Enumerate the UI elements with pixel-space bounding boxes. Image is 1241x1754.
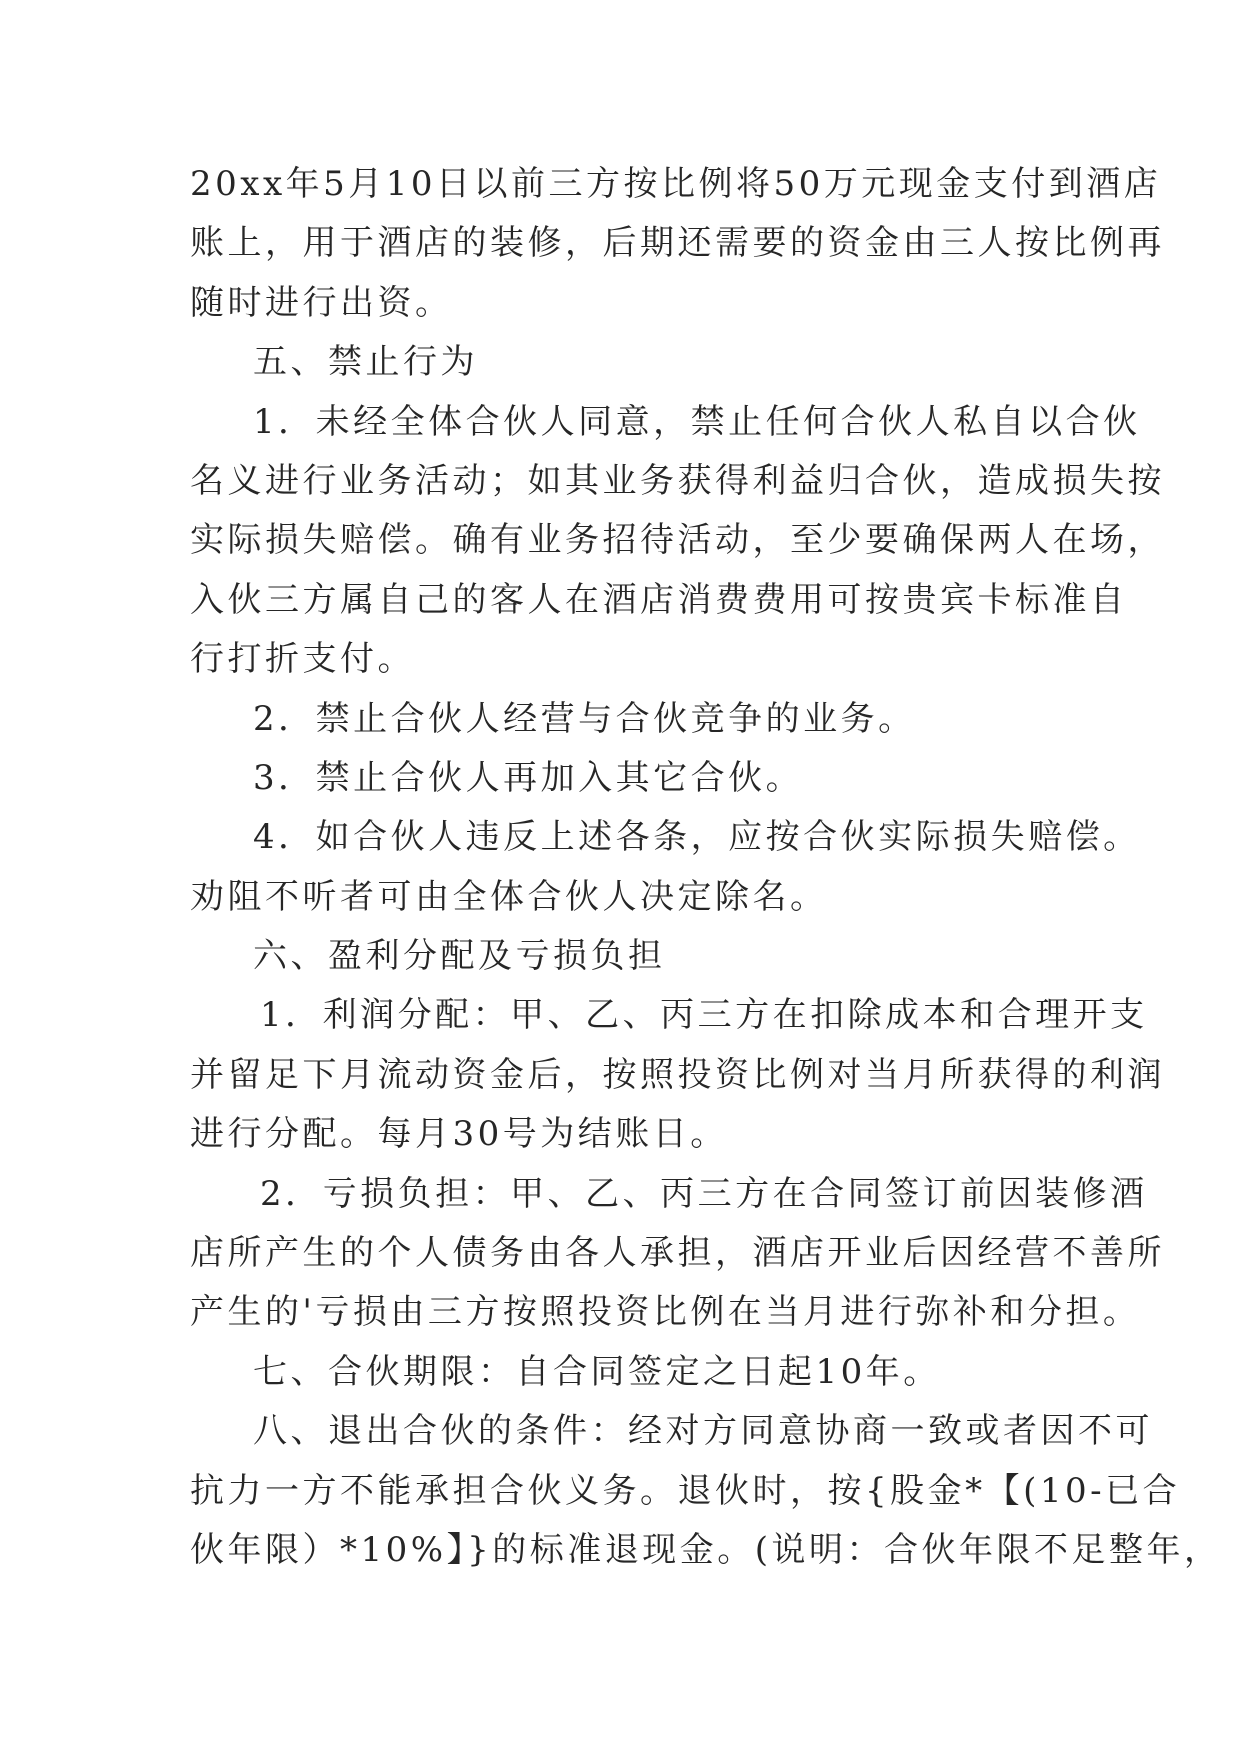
paragraph-line: 行打折支付。: [190, 639, 415, 680]
paragraph-line: 1．利润分配：甲、乙、丙三方在扣除成本和合理开支: [260, 995, 1148, 1036]
paragraph-line: 伙年限）*10%】}的标准退现金。(说明：合伙年限不足整年，: [190, 1529, 1222, 1570]
paragraph-line: 2．亏损负担：甲、乙、丙三方在合同签订前因装修酒: [260, 1173, 1148, 1214]
section-heading: 五、禁止行为: [253, 342, 478, 383]
section-heading: 八、退出合伙的条件：经对方同意协商一致或者因不可: [253, 1411, 1153, 1452]
paragraph-line: 劝阻不听者可由全体合伙人决定除名。: [190, 876, 828, 917]
section-heading: 六、盈利分配及亏损负担: [253, 936, 666, 977]
paragraph-line: 账上，用于酒店的装修，后期还需要的资金由三人按比例再: [190, 223, 1165, 264]
paragraph-line: 入伙三方属自己的客人在酒店消费费用可按贵宾卡标准自: [190, 579, 1128, 620]
paragraph-line: 3．禁止合伙人再加入其它合伙。: [253, 757, 804, 798]
paragraph-line: 随时进行出资。: [190, 282, 453, 323]
paragraph-line: 1．未经全体合伙人同意，禁止任何合伙人私自以合伙: [253, 401, 1141, 442]
paragraph-line: 实际损失赔偿。确有业务招待活动，至少要确保两人在场，: [190, 520, 1165, 561]
paragraph-line: 2．禁止合伙人经营与合伙竞争的业务。: [253, 698, 916, 739]
section-heading: 七、合伙期限：自合同签定之日起10年。: [253, 1351, 941, 1392]
paragraph-line: 并留足下月流动资金后，按照投资比例对当月所获得的利润: [190, 1054, 1165, 1095]
document-body: [190, 155, 1222, 1580]
paragraph-line: 名义进行业务活动；如其业务获得利益归合伙，造成损失按: [190, 460, 1165, 501]
paragraph-line: 4．如合伙人违反上述各条，应按合伙实际损失赔偿。: [253, 817, 1141, 858]
paragraph-line: 店所产生的个人债务由各人承担，酒店开业后因经营不善所: [190, 1233, 1165, 1274]
paragraph-line: 20xx年5月10日以前三方按比例将50万元现金支付到酒店: [190, 164, 1162, 204]
paragraph-line: 进行分配。每月30号为结账日。: [190, 1114, 728, 1155]
paragraph-line: 抗力一方不能承担合伙义务。退伙时，按{股金*【(10-已合: [190, 1470, 1181, 1511]
paragraph-line: 产生的'亏损由三方按照投资比例在当月进行弥补和分担。: [190, 1292, 1141, 1333]
